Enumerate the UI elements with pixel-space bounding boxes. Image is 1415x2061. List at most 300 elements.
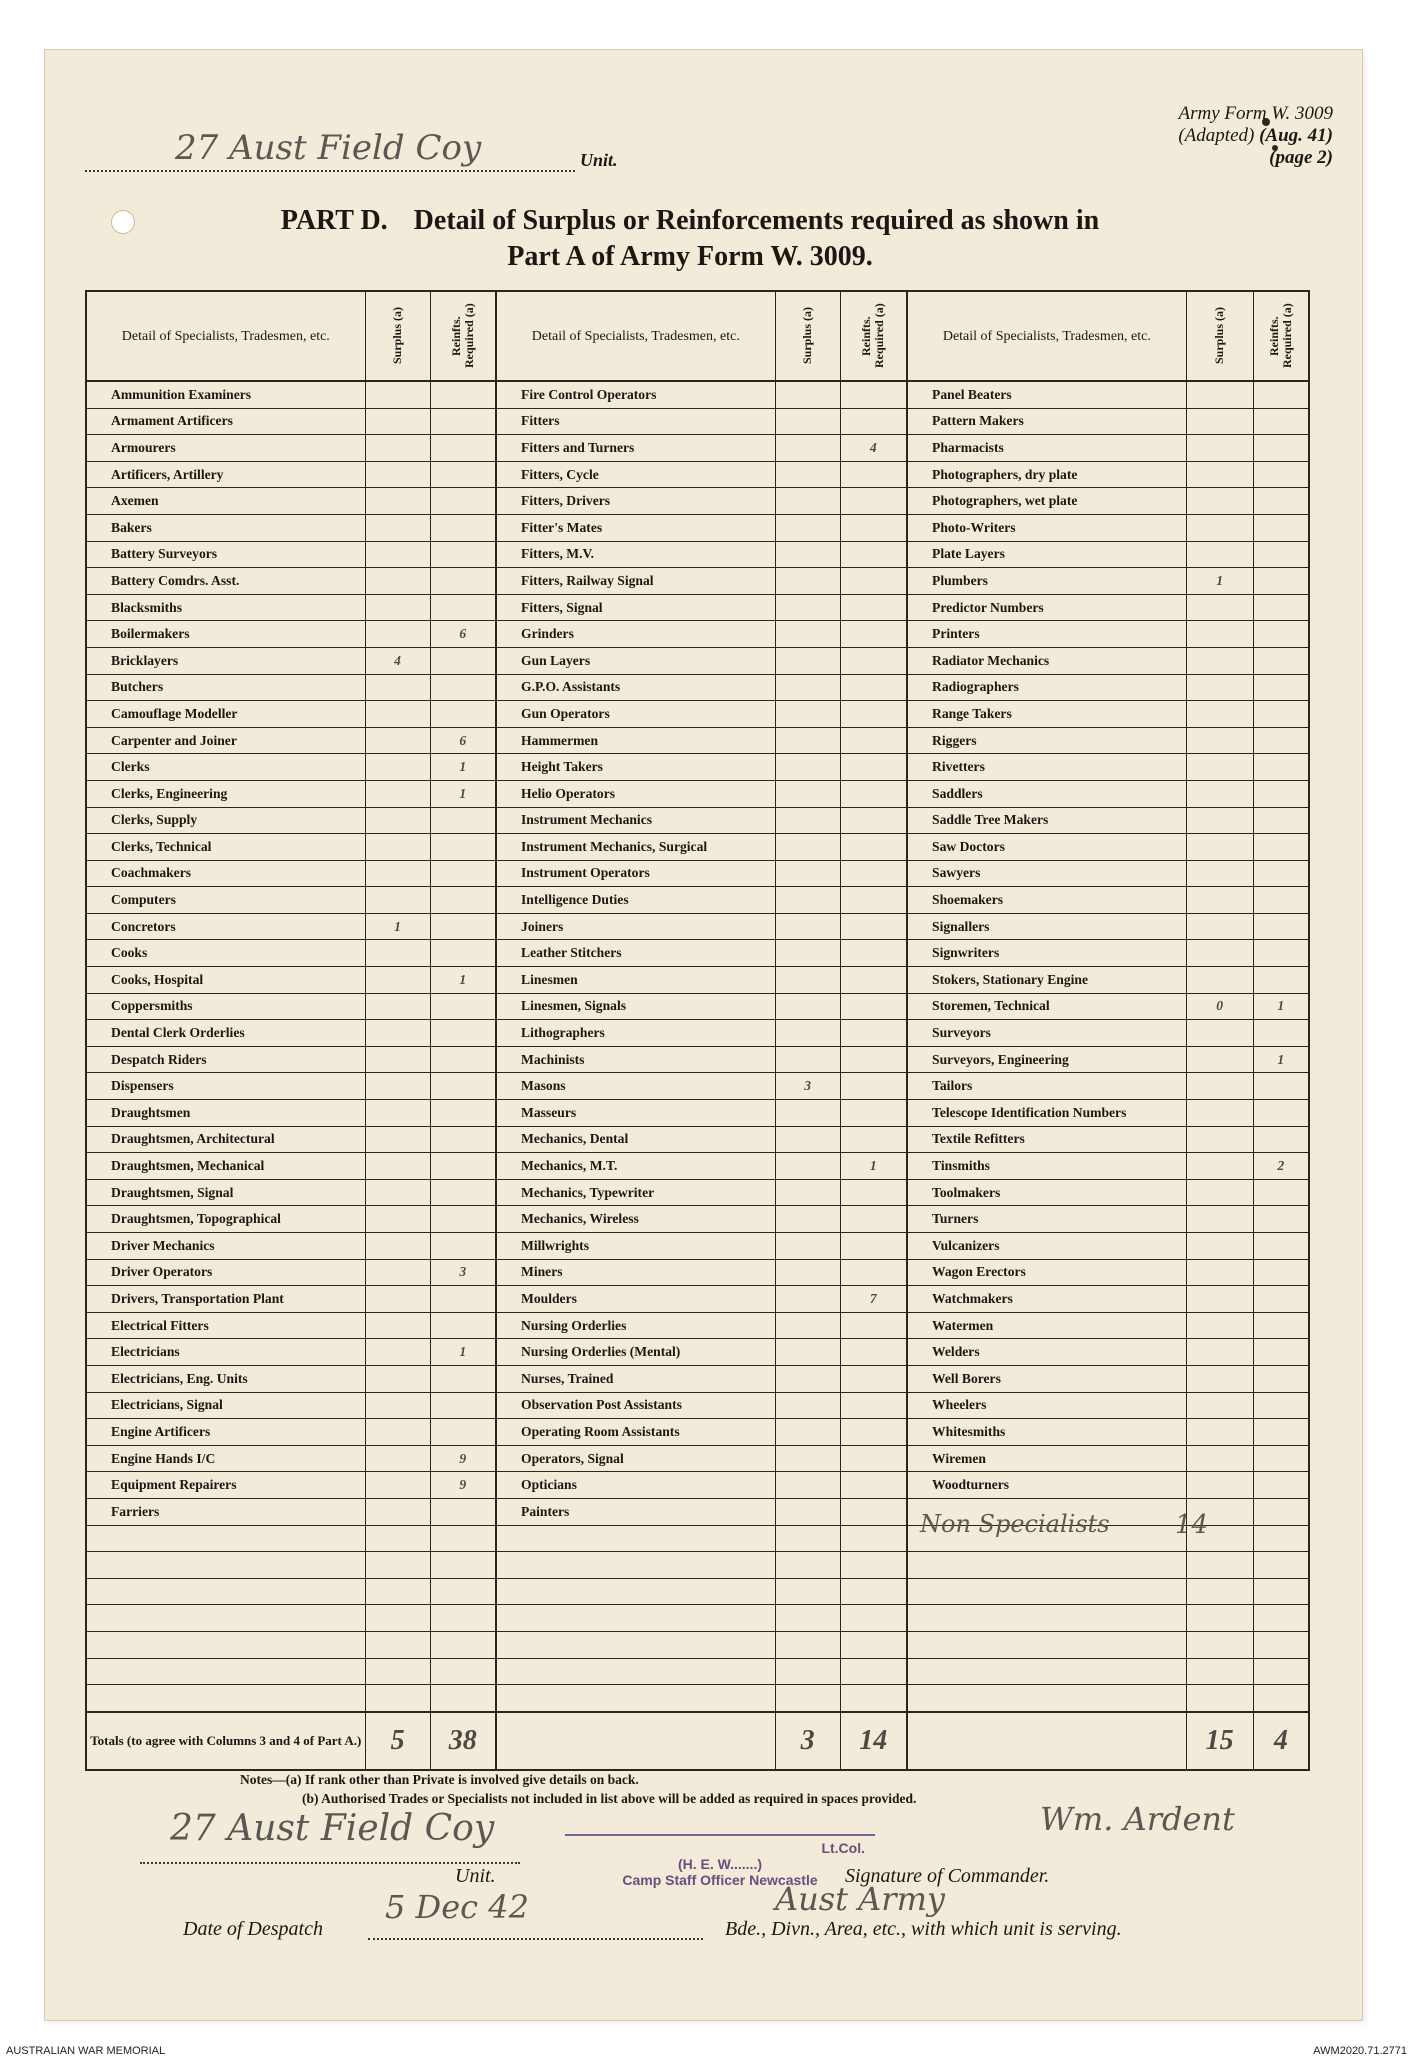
specialist-name: Pharmacists	[907, 435, 1186, 462]
specialist-name: Photographers, dry plate	[907, 461, 1186, 488]
reinforcements-cell	[1253, 674, 1309, 701]
reinforcements-cell	[1253, 1392, 1309, 1419]
reinforcements-cell	[1253, 1631, 1309, 1658]
table-row	[86, 887, 1309, 914]
reinforcements-cell	[1253, 940, 1309, 967]
surplus-cell	[775, 1126, 840, 1153]
surplus-cell	[775, 913, 840, 940]
reinforcements-cell	[1253, 780, 1309, 807]
surplus-cell	[365, 1578, 430, 1605]
reinforcements-cell	[840, 807, 907, 834]
specialist-name: Draughtsmen	[86, 1100, 365, 1127]
surplus-cell	[1186, 1073, 1253, 1100]
surplus-cell	[365, 1020, 430, 1047]
specialist-name: Coppersmiths	[86, 993, 365, 1020]
surplus-cell	[775, 1046, 840, 1073]
table-row	[86, 701, 1309, 728]
header-surplus: Surplus (a)	[390, 307, 405, 365]
reinforcements-cell	[430, 1126, 496, 1153]
surplus-cell	[365, 1445, 430, 1472]
specialist-name: Ammunition Examiners	[86, 381, 365, 408]
reinforcements-cell	[1253, 1286, 1309, 1313]
specialist-name: Instrument Mechanics	[496, 807, 775, 834]
form-notes	[240, 1770, 916, 1808]
table-row	[86, 435, 1309, 462]
surplus-cell	[1186, 1312, 1253, 1339]
reinforcements-cell	[840, 1312, 907, 1339]
surplus-cell	[775, 993, 840, 1020]
specialist-name	[496, 1658, 775, 1685]
surplus-cell	[365, 514, 430, 541]
reinforcements-cell	[1253, 1605, 1309, 1632]
header-detail: Detail of Specialists, Tradesmen, etc.	[531, 328, 740, 344]
form-identifier	[1178, 103, 1333, 169]
surplus-cell	[365, 1153, 430, 1180]
surplus-cell	[365, 1498, 430, 1525]
surplus-cell	[365, 701, 430, 728]
table-row	[86, 1339, 1309, 1366]
part-label: PART D.	[280, 205, 388, 236]
surplus-cell	[365, 488, 430, 515]
reinforcements-cell	[1253, 1552, 1309, 1579]
specialist-name: Hammermen	[496, 727, 775, 754]
specialist-name: Fitters, Railway Signal	[496, 568, 775, 595]
specialist-name: Gun Operators	[496, 701, 775, 728]
specialists-table	[85, 290, 1310, 1771]
surplus-cell	[775, 408, 840, 435]
table-row	[86, 834, 1309, 861]
reinforcements-cell	[840, 940, 907, 967]
despatch-date-label: Date of Despatch	[183, 1918, 323, 1940]
reinforcements-cell	[1253, 1472, 1309, 1499]
table-row	[86, 1472, 1309, 1499]
specialist-name: Pattern Makers	[907, 408, 1186, 435]
reinforcements-cell	[840, 1631, 907, 1658]
surplus-cell	[365, 754, 430, 781]
serving-handwriting: Aust Army	[775, 1880, 945, 1918]
specialist-name: Moulders	[496, 1286, 775, 1313]
reinforcements-cell: 7	[840, 1286, 907, 1313]
table-row	[86, 647, 1309, 674]
surplus-cell	[1186, 1020, 1253, 1047]
reinforcements-cell	[430, 1631, 496, 1658]
reinforcements-cell	[840, 1126, 907, 1153]
reinforcements-cell	[840, 1685, 907, 1712]
reinforcements-cell	[430, 1685, 496, 1712]
reinforcements-cell	[1253, 887, 1309, 914]
serving-label: Bde., Divn., Area, etc., with which unit is serving.	[725, 1918, 1122, 1940]
reinforcements-cell	[840, 514, 907, 541]
specialist-name: Turners	[907, 1206, 1186, 1233]
surplus-cell	[1186, 408, 1253, 435]
surplus-cell	[775, 1445, 840, 1472]
commander-signature: Wm. Ardent	[1040, 1800, 1235, 1838]
reinforcements-cell	[1253, 1020, 1309, 1047]
surplus-cell	[365, 1392, 430, 1419]
specialist-name: Wheelers	[907, 1392, 1186, 1419]
specialist-name: Nursing Orderlies (Mental)	[496, 1339, 775, 1366]
surplus-cell	[775, 701, 840, 728]
header-detail: Detail of Specialists, Tradesmen, etc.	[121, 328, 330, 344]
surplus-cell	[775, 887, 840, 914]
surplus-cell	[365, 1472, 430, 1499]
form-adapted: (Adapted)	[1178, 125, 1255, 146]
specialist-name: Mechanics, Typewriter	[496, 1179, 775, 1206]
specialist-name	[907, 1631, 1186, 1658]
surplus-cell	[1186, 807, 1253, 834]
specialist-name: Intelligence Duties	[496, 887, 775, 914]
surplus-cell	[775, 1685, 840, 1712]
surplus-cell	[1186, 701, 1253, 728]
surplus-cell: 3	[775, 1073, 840, 1100]
specialist-name: Machinists	[496, 1046, 775, 1073]
unit-handwriting: 27 Aust Field Coy	[175, 128, 482, 168]
total-surplus: 5	[365, 1712, 430, 1770]
surplus-cell	[1186, 435, 1253, 462]
reinforcements-cell	[430, 514, 496, 541]
reinforcements-cell	[430, 1498, 496, 1525]
reinforcements-cell	[1253, 1658, 1309, 1685]
specialist-name: Helio Operators	[496, 780, 775, 807]
specialist-name: Artificers, Artillery	[86, 461, 365, 488]
reinforcements-cell	[840, 1552, 907, 1579]
reinforcements-cell	[430, 674, 496, 701]
specialist-name: Fitters	[496, 408, 775, 435]
reinforcements-cell	[430, 1179, 496, 1206]
reinforcements-cell: 1	[1253, 1046, 1309, 1073]
specialist-name: G.P.O. Assistants	[496, 674, 775, 701]
specialist-name: Predictor Numbers	[907, 594, 1186, 621]
table-row	[86, 1312, 1309, 1339]
surplus-cell	[1186, 1046, 1253, 1073]
reinforcements-cell	[840, 1392, 907, 1419]
table-row	[86, 1046, 1309, 1073]
reinforcements-cell	[430, 1020, 496, 1047]
reinforcements-cell	[1253, 860, 1309, 887]
specialist-name: Surveyors, Engineering	[907, 1046, 1186, 1073]
reinforcements-cell: 2	[1253, 1153, 1309, 1180]
specialist-name: Dispensers	[86, 1073, 365, 1100]
reinforcements-cell	[840, 834, 907, 861]
specialist-name: Clerks	[86, 754, 365, 781]
table-row	[86, 1233, 1309, 1260]
table-row	[86, 541, 1309, 568]
reinforcements-cell	[1253, 1525, 1309, 1552]
reinforcements-cell	[840, 1365, 907, 1392]
surplus-cell	[1186, 1445, 1253, 1472]
surplus-cell	[365, 568, 430, 595]
table-row	[86, 1206, 1309, 1233]
specialist-name	[86, 1578, 365, 1605]
specialist-name: Saddlers	[907, 780, 1186, 807]
specialist-name: Watchmakers	[907, 1286, 1186, 1313]
specialist-name: Cooks	[86, 940, 365, 967]
reinforcements-cell	[1253, 1233, 1309, 1260]
specialist-name: Butchers	[86, 674, 365, 701]
table-row	[86, 621, 1309, 648]
table-row	[86, 807, 1309, 834]
surplus-cell	[775, 461, 840, 488]
table-row	[86, 1605, 1309, 1632]
specialist-name: Armament Artificers	[86, 408, 365, 435]
reinforcements-cell	[1253, 594, 1309, 621]
totals-blank	[496, 1712, 775, 1770]
surplus-cell	[365, 1126, 430, 1153]
surplus-cell	[1186, 594, 1253, 621]
surplus-cell	[365, 594, 430, 621]
specialist-name	[86, 1525, 365, 1552]
specialist-name: Masons	[496, 1073, 775, 1100]
footer-left: AUSTRALIAN WAR MEMORIAL	[6, 2045, 166, 2057]
surplus-cell	[1186, 1631, 1253, 1658]
reinforcements-cell	[1253, 913, 1309, 940]
surplus-cell	[775, 1392, 840, 1419]
specialist-name: Height Takers	[496, 754, 775, 781]
surplus-cell	[775, 1578, 840, 1605]
specialist-name: Equipment Repairers	[86, 1472, 365, 1499]
reinforcements-cell	[840, 488, 907, 515]
specialist-name: Operating Room Assistants	[496, 1419, 775, 1446]
reinforcements-cell	[1253, 514, 1309, 541]
header-reinforcements: Reinfts. Required (a)	[1266, 303, 1294, 369]
specialist-name: Clerks, Technical	[86, 834, 365, 861]
specialist-name: Rivetters	[907, 754, 1186, 781]
reinforcements-cell	[430, 887, 496, 914]
surplus-cell	[365, 1685, 430, 1712]
surplus-cell	[1186, 647, 1253, 674]
surplus-cell	[775, 647, 840, 674]
table-row	[86, 1445, 1309, 1472]
reinforcements-cell	[840, 1206, 907, 1233]
punch-hole	[111, 210, 135, 234]
specialist-name: Wiremen	[907, 1445, 1186, 1472]
reinforcements-cell	[840, 913, 907, 940]
reinforcements-cell	[1253, 541, 1309, 568]
specialist-name: Engine Hands I/C	[86, 1445, 365, 1472]
table-row	[86, 1126, 1309, 1153]
specialist-name: Plate Layers	[907, 541, 1186, 568]
surplus-cell	[775, 1631, 840, 1658]
surplus-cell	[365, 1179, 430, 1206]
table-row	[86, 754, 1309, 781]
reinforcements-cell	[1253, 435, 1309, 462]
reinforcements-cell	[1253, 1312, 1309, 1339]
reinforcements-cell	[430, 1073, 496, 1100]
table-row	[86, 1419, 1309, 1446]
reinforcements-cell: 6	[430, 621, 496, 648]
reinforcements-cell: 3	[430, 1259, 496, 1286]
specialist-name: Draughtsmen, Mechanical	[86, 1153, 365, 1180]
reinforcements-cell	[1253, 1073, 1309, 1100]
surplus-cell	[775, 568, 840, 595]
surplus-cell	[365, 834, 430, 861]
surplus-cell	[1186, 1419, 1253, 1446]
surplus-cell	[365, 860, 430, 887]
table-row	[86, 1259, 1309, 1286]
specialist-name	[496, 1525, 775, 1552]
specialist-name: Panel Beaters	[907, 381, 1186, 408]
specialist-name: Watermen	[907, 1312, 1186, 1339]
specialist-name: Fitters, Cycle	[496, 461, 775, 488]
reinforcements-cell	[1253, 727, 1309, 754]
reinforcements-cell	[840, 1658, 907, 1685]
reinforcements-cell	[840, 1179, 907, 1206]
specialist-name: Tailors	[907, 1073, 1186, 1100]
reinforcements-cell	[430, 1153, 496, 1180]
surplus-cell	[775, 1658, 840, 1685]
surplus-cell	[1186, 1365, 1253, 1392]
reinforcements-cell	[840, 1578, 907, 1605]
reinforcements-cell	[430, 568, 496, 595]
surplus-cell	[365, 1605, 430, 1632]
specialist-name: Instrument Operators	[496, 860, 775, 887]
specialist-name: Cooks, Hospital	[86, 967, 365, 994]
specialist-name	[907, 1658, 1186, 1685]
table-row	[86, 860, 1309, 887]
specialist-name	[496, 1552, 775, 1579]
surplus-cell	[775, 1286, 840, 1313]
surplus-cell	[775, 1339, 840, 1366]
specialist-name	[496, 1685, 775, 1712]
surplus-cell	[365, 1339, 430, 1366]
surplus-cell	[775, 1498, 840, 1525]
surplus-cell	[365, 1552, 430, 1579]
header-surplus: Surplus (a)	[1212, 307, 1227, 365]
specialist-name: Electricians	[86, 1339, 365, 1366]
surplus-cell	[1186, 887, 1253, 914]
surplus-cell	[1186, 1685, 1253, 1712]
table-row	[86, 568, 1309, 595]
reinforcements-cell	[840, 860, 907, 887]
specialist-name: Radiographers	[907, 674, 1186, 701]
reinforcements-cell	[430, 1392, 496, 1419]
specialist-name: Carpenter and Joiner	[86, 727, 365, 754]
surplus-cell	[1186, 1286, 1253, 1313]
specialist-name: Nursing Orderlies	[496, 1312, 775, 1339]
surplus-cell	[775, 1259, 840, 1286]
surplus-cell	[775, 807, 840, 834]
surplus-cell	[365, 381, 430, 408]
surplus-cell	[775, 1020, 840, 1047]
specialist-name: Toolmakers	[907, 1179, 1186, 1206]
specialist-name: Photo-Writers	[907, 514, 1186, 541]
table-row	[86, 1631, 1309, 1658]
table-row	[86, 1685, 1309, 1712]
non-specialists-count: 14	[1175, 1510, 1209, 1540]
specialist-name: Clerks, Supply	[86, 807, 365, 834]
surplus-cell	[365, 461, 430, 488]
reinforcements-cell	[1253, 1365, 1309, 1392]
reinforcements-cell	[430, 940, 496, 967]
reinforcements-cell	[1253, 1206, 1309, 1233]
note-b: (b) Authorised Trades or Specialists not included in list above will be added as required in spaces provided.	[302, 1791, 917, 1806]
surplus-cell	[775, 1419, 840, 1446]
surplus-cell	[775, 1179, 840, 1206]
despatch-date-line	[368, 1938, 703, 1940]
surplus-cell	[1186, 1259, 1253, 1286]
reinforcements-cell	[840, 461, 907, 488]
table-row	[86, 1525, 1309, 1552]
surplus-cell	[1186, 1552, 1253, 1579]
surplus-cell	[365, 1259, 430, 1286]
reinforcements-cell	[1253, 1100, 1309, 1127]
specialist-name: Bakers	[86, 514, 365, 541]
surplus-cell	[775, 1100, 840, 1127]
header-detail: Detail of Specialists, Tradesmen, etc.	[942, 328, 1151, 344]
table-row	[86, 993, 1309, 1020]
specialist-name: Miners	[496, 1259, 775, 1286]
specialist-name: Clerks, Engineering	[86, 780, 365, 807]
surplus-cell	[1186, 1179, 1253, 1206]
specialist-name: Mechanics, Dental	[496, 1126, 775, 1153]
surplus-cell	[365, 1419, 430, 1446]
reinforcements-cell	[430, 913, 496, 940]
reinforcements-cell	[1253, 1339, 1309, 1366]
specialist-name: Painters	[496, 1498, 775, 1525]
table-row	[86, 1020, 1309, 1047]
specialist-name: Operators, Signal	[496, 1445, 775, 1472]
surplus-cell	[775, 780, 840, 807]
reinforcements-cell	[430, 408, 496, 435]
specialist-name: Despatch Riders	[86, 1046, 365, 1073]
specialist-name: Dental Clerk Orderlies	[86, 1020, 365, 1047]
specialist-name: Riggers	[907, 727, 1186, 754]
total-surplus: 3	[775, 1712, 840, 1770]
reinforcements-cell	[430, 1286, 496, 1313]
reinforcements-cell	[840, 1073, 907, 1100]
surplus-cell	[775, 1365, 840, 1392]
specialist-name: Observation Post Assistants	[496, 1392, 775, 1419]
reinforcements-cell	[840, 1259, 907, 1286]
reinforcements-cell	[840, 754, 907, 781]
reinforcements-cell	[430, 1419, 496, 1446]
surplus-cell	[365, 993, 430, 1020]
reinforcements-cell	[1253, 1445, 1309, 1472]
reinforcements-cell	[840, 1339, 907, 1366]
reinforcements-cell	[840, 674, 907, 701]
reinforcements-cell	[840, 1046, 907, 1073]
surplus-cell	[775, 1525, 840, 1552]
reinforcements-cell	[840, 1498, 907, 1525]
specialist-name: Fitters, M.V.	[496, 541, 775, 568]
table-row	[86, 674, 1309, 701]
specialist-name: Radiator Mechanics	[907, 647, 1186, 674]
surplus-cell	[365, 674, 430, 701]
surplus-cell	[1186, 488, 1253, 515]
specialist-name: Electricians, Eng. Units	[86, 1365, 365, 1392]
surplus-cell	[365, 1658, 430, 1685]
specialist-name: Gun Layers	[496, 647, 775, 674]
surplus-cell	[1186, 834, 1253, 861]
surplus-cell	[365, 1073, 430, 1100]
specialist-name: Fitter's Mates	[496, 514, 775, 541]
reinforcements-cell	[840, 1100, 907, 1127]
header-surplus: Surplus (a)	[800, 307, 815, 365]
specialist-name: Blacksmiths	[86, 594, 365, 621]
specialist-name: Camouflage Modeller	[86, 701, 365, 728]
specialist-name: Battery Surveyors	[86, 541, 365, 568]
surplus-cell	[1186, 940, 1253, 967]
header-reinforcements: Reinfts. Required (a)	[859, 303, 887, 369]
surplus-cell	[365, 940, 430, 967]
specialist-name	[907, 1605, 1186, 1632]
surplus-cell	[1186, 780, 1253, 807]
reinforcements-cell: 1	[430, 1339, 496, 1366]
reinforcements-cell	[1253, 408, 1309, 435]
surplus-cell	[365, 780, 430, 807]
surplus-cell	[365, 1525, 430, 1552]
reinforcements-cell	[840, 408, 907, 435]
